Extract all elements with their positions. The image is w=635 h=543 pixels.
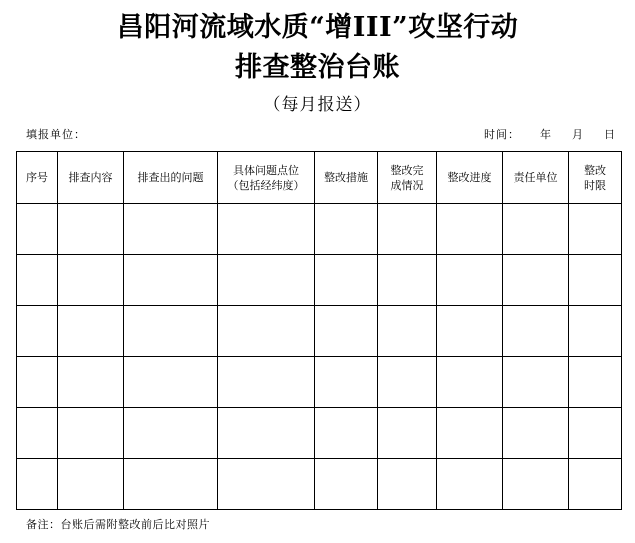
- table-cell[interactable]: [218, 408, 315, 459]
- col-header-inspection-content: 排查内容: [58, 152, 124, 204]
- table-cell[interactable]: [378, 204, 437, 255]
- date-fields: [484, 128, 616, 142]
- table-cell[interactable]: [437, 408, 503, 459]
- rectification-ledger-table: [16, 151, 622, 510]
- table-cell[interactable]: [58, 306, 124, 357]
- table-cell[interactable]: [58, 459, 124, 510]
- col-header-issue-location: 具体问题点位 （包括经纬度）: [218, 152, 315, 204]
- month-label: 月: [572, 128, 584, 141]
- table-cell[interactable]: [569, 204, 622, 255]
- col-header-deadline: 整改 时限: [569, 152, 622, 204]
- page-title-line2: 排查整治台账: [235, 52, 400, 83]
- table-cell[interactable]: [315, 459, 378, 510]
- footer-note: 备注：台账后需附整改前后比对照片: [26, 518, 210, 531]
- table-cell[interactable]: [124, 204, 218, 255]
- table-cell[interactable]: [58, 255, 124, 306]
- table-cell[interactable]: [218, 255, 315, 306]
- table-cell[interactable]: [378, 357, 437, 408]
- table-cell[interactable]: [378, 459, 437, 510]
- table-cell[interactable]: [315, 357, 378, 408]
- page-title: 昌阳河流域水质“增III”攻坚行动: [116, 12, 519, 43]
- table-cell[interactable]: [17, 357, 58, 408]
- table-cell[interactable]: [58, 408, 124, 459]
- table-cell[interactable]: [218, 357, 315, 408]
- table-row: [17, 459, 622, 510]
- table-cell[interactable]: [437, 255, 503, 306]
- col-header-measures: 整改措施: [315, 152, 378, 204]
- table-cell[interactable]: [569, 459, 622, 510]
- table-cell[interactable]: [378, 255, 437, 306]
- time-label: 时间：: [484, 128, 520, 141]
- day-label: 日: [604, 128, 616, 141]
- col-header-progress: 整改进度: [437, 152, 503, 204]
- table-cell[interactable]: [437, 357, 503, 408]
- table-row: [17, 357, 622, 408]
- table-cell[interactable]: [315, 306, 378, 357]
- table-cell[interactable]: [503, 255, 569, 306]
- table-cell[interactable]: [437, 204, 503, 255]
- table-row: [17, 408, 622, 459]
- page-subtitle: （每月报送）: [263, 95, 372, 115]
- table-cell[interactable]: [569, 357, 622, 408]
- table-cell[interactable]: [378, 408, 437, 459]
- table-cell[interactable]: [569, 255, 622, 306]
- table-row: [17, 255, 622, 306]
- table-cell[interactable]: [569, 408, 622, 459]
- table-cell[interactable]: [124, 255, 218, 306]
- table-cell[interactable]: [124, 408, 218, 459]
- col-header-issues-found: 排查出的问题: [124, 152, 218, 204]
- table-header-row: [17, 152, 622, 204]
- reporting-unit-label: 填报单位：: [26, 128, 86, 141]
- table-cell[interactable]: [124, 306, 218, 357]
- table-cell[interactable]: [17, 459, 58, 510]
- table-cell[interactable]: [218, 306, 315, 357]
- table-cell[interactable]: [437, 306, 503, 357]
- table-cell[interactable]: [315, 408, 378, 459]
- table-cell[interactable]: [315, 204, 378, 255]
- table-cell[interactable]: [503, 357, 569, 408]
- table-cell[interactable]: [58, 204, 124, 255]
- table-cell[interactable]: [58, 357, 124, 408]
- table-cell[interactable]: [17, 204, 58, 255]
- table-cell[interactable]: [569, 306, 622, 357]
- table-cell[interactable]: [503, 459, 569, 510]
- table-cell[interactable]: [124, 357, 218, 408]
- table-cell[interactable]: [503, 204, 569, 255]
- table-cell[interactable]: [315, 255, 378, 306]
- col-header-completion-status: 整改完 成情况: [378, 152, 437, 204]
- col-header-responsible-unit: 责任单位: [503, 152, 569, 204]
- table-cell[interactable]: [437, 459, 503, 510]
- table-row: [17, 306, 622, 357]
- table-cell[interactable]: [17, 408, 58, 459]
- table-cell[interactable]: [17, 306, 58, 357]
- col-header-index: 序号: [17, 152, 58, 204]
- table-cell[interactable]: [124, 459, 218, 510]
- table-cell[interactable]: [503, 408, 569, 459]
- table-cell[interactable]: [503, 306, 569, 357]
- table-cell[interactable]: [218, 204, 315, 255]
- year-label: 年: [540, 128, 552, 141]
- table-cell[interactable]: [218, 459, 315, 510]
- table-row: [17, 204, 622, 255]
- table-cell[interactable]: [17, 255, 58, 306]
- table-cell[interactable]: [378, 306, 437, 357]
